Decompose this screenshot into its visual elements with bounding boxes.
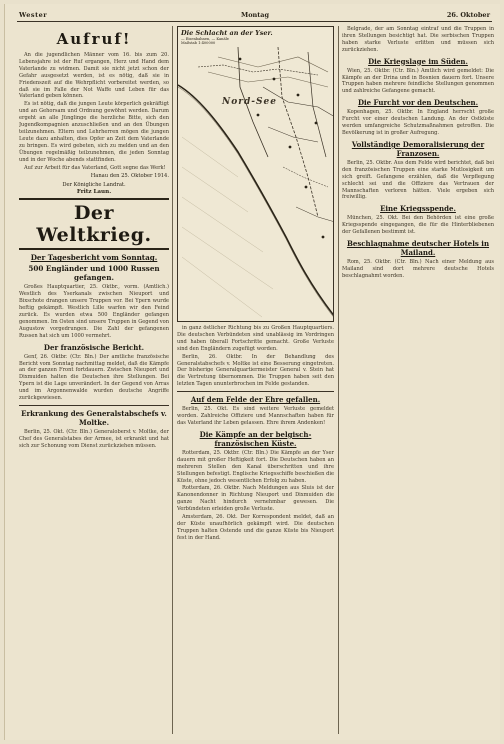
signature-name: Fritz Laun. xyxy=(76,189,112,196)
aufruf-closing: Auf zur Arbeit für das Vaterland, Gott segne das Werk! xyxy=(24,164,166,171)
column-right xyxy=(342,26,494,734)
aufruf-body: Es ist nötig, daß die jungen Leute körperlich gekräftigt und an Gehorsam und Ordnung gewöhnt werden. Darum ergeht an alle Jünglinge die herzliche Bitte, sich den Jugendkompagnien anzuschließen und an den Übungen teilzunehmen. Eltern und Lehrherren mögen die jungen Leute dazu anhalten, dies Opfer an Zeit dem Vaterlande zu bringen. Es wird gebeten, sich zu melden und an den Übungen regelmäßig teilzunehmen, die jeden Sonntag und in der Woche abends stattfinden. xyxy=(19,101,169,163)
divider xyxy=(177,391,334,392)
demoralisierung-heading: Vollständige Demoralisierung der Franzosen. xyxy=(351,139,485,158)
header-rule xyxy=(17,21,492,22)
col2-text-6: Amsterdam, 26. Okt. Der Korrespondent meldet, daß an der Küste unaufhörlich gekämpft wird. Die deutschen Truppen halten Ostende und die ganze Küste bis Nieuport fest in der Hand. xyxy=(177,514,334,541)
col2-text-2: Berlin, 26. Oktbr. In der Behandlung des Generalstabschefs v. Moltke ist eine Besserung eingetreten. Der bisherige Generalquartiermeister General v. Stein hat die Vertretung übernommen. Die Truppen haben seit den letzten Tagen ununterbrochen im Felde gestanden. xyxy=(177,353,334,388)
weltkrieg-headline: Der Weltkrieg. xyxy=(19,198,169,250)
col2-text-5: Rotterdam, 26. Oktbr. Nach Meldungen aus Sluis ist der Kanonendonner in Richtung Nieuport und Dixmuiden die ganze Nacht hindurch vernehmbar gewesen. Die Verbündeten erleiden große Verluste. xyxy=(177,485,334,513)
newspaper-page xyxy=(4,4,500,740)
gefallen-heading: Auf dem Felde der Ehre gefallen. xyxy=(190,395,321,405)
col3-text-5: München, 25. Okt. Bei den Behörden ist eine große Kriegsspende eingegangen, die für die Hinterbliebenen der Gefallenen bestimmt ist. xyxy=(342,215,494,236)
aufruf-intro: An die jugendlichen Männer vom 16. bis zum 20. Lebensjahre ist der Ruf ergangen, Herz und Hand dem Vaterlande zu widmen. Damit sie nicht jetzt schon der Gefahr ausgesetzt werden, ist es nötig, daß sie in Friedenszeit auf die Wehrpflicht vorbereitet werden, so daß sie im Falle der Not Waffe und Leben für das Vaterland geben können. xyxy=(19,52,169,100)
divider xyxy=(19,405,169,406)
report-title: Der Tagesbericht vom Sonntag. xyxy=(30,253,158,263)
signature-org: Der Königliche Landrat. xyxy=(62,182,126,189)
moltke-text: Berlin, 25. Okt. (Ctr. Bln.) Generaloberst v. Moltke, der Chef des Generalstabes der Armee, ist erkrankt und hat sich zur Schonung vom Dienst zurückziehen müssen. xyxy=(19,429,169,449)
kriegsspende-heading: Eine Kriegsspende. xyxy=(380,204,456,214)
header-day: Montag xyxy=(241,11,270,19)
map-sea-label: Nord-See xyxy=(222,97,277,107)
french-report-text: Genf, 26. Oktbr. (Ctr. Bln.) Der amtliche französische Bericht vom Sonntag nachmittag meldet, daß die Kämpfe an der ganzen Front fortdauern. Zwischen Nieuport und Dixmuiden halten die Deutschen ihre Stellungen. Bei Ypern ist die Lage unverändert. In der Gegend von Arras und im Argonnenwalde wurden deutsche Angriffe zurückgewiesen. xyxy=(19,353,169,402)
col2-text-4: Rotterdam, 25. Oktbr. (Ctr. Bln.) Die Kämpfe an der Yser dauern mit großer Heftigkeit fort. Die Deutschen haben an mehreren Stellen den Kanal überschritten und ihre Stellungen befestigt. Englische Kriegsschiffe beschießen die Küste, ohne jedoch wesentlichen Erfolg zu haben. xyxy=(177,449,334,484)
hotels-heading: Beschlagnahme deutscher Hotels in Mailand. xyxy=(346,239,490,258)
col3-text-6: Rom, 25. Oktbr. (Ctr. Bln.) Nach einer Meldung aus Mailand sind dort mehrere deutsche Hotels beschlagnahmt worden. xyxy=(342,259,494,279)
col2-text-3: Berlin, 25. Okt. Es sind weitere Verluste gemeldet worden. Zahlreiche Offiziere und Mannschaften haben für das Vaterland ihr Leben gelassen. Ehre ihrem Andenken! xyxy=(177,406,334,426)
report-subtitle: 500 Engländer und 1000 Russen gefangen. xyxy=(28,264,160,283)
col3-text-2: Wien, 25. Oktbr. (Ctr. Bln.) Amtlich wird gemeldet: Die Kämpfe an der Drina und in Bosnien dauern fort. Unsere Truppen haben mehrere feindliche Stellungen genommen und zahlreiche Gefangene gemacht. xyxy=(342,67,494,95)
battle-map xyxy=(177,26,334,322)
header-left: Wester xyxy=(19,11,48,19)
kuste-heading: Die Kämpfe an der belgisch-französischen Küste. xyxy=(199,429,312,448)
col2-text-1: in ganz östlicher Richtung bis zu Großen Hauptquartiers. Die deutschen Verbündeten sind unablässig im Vordringen und haben überall Fortschritte gemacht. Große Verluste sind den Engländern zugefügt worden. xyxy=(177,325,334,352)
map-legend: — Eisenbahnen, — Kanäle Maßstab 1:400000 xyxy=(181,37,229,45)
col3-text-4: Berlin, 25. Oktbr. Aus dem Felde wird berichtet, daß bei den französischen Truppen eine starke Mutlosigkeit um sich greift. Gefangene erzählen, daß die Verpflegung schlecht sei und die Offiziere das Vertrauen der Mannschaften verloren hätten. Viele ergeben sich freiwillig. xyxy=(342,159,494,201)
column-divider xyxy=(172,26,173,734)
aufruf-text xyxy=(19,52,169,171)
place-date: Hanau den 25. Oktober 1914. xyxy=(90,173,169,180)
header-date: 26. Oktober xyxy=(446,11,490,19)
french-report-heading: Der französische Bericht. xyxy=(43,342,145,352)
col3-text-1: Belgrade, der am Sonntag eintraf und die Truppen in ihren Stellungen besichtigt hat. Die serbischen Truppen haben starke Verluste erlitten und müssen sich zurückziehen. xyxy=(342,26,494,53)
suden-heading: Die Kriegslage im Süden. xyxy=(368,56,468,66)
map-drawing xyxy=(178,27,334,322)
col3-text-3: Kopenhagen, 25. Oktbr. In England herrscht große Furcht vor einer deutschen Landung. An der Ostküste werden umfangreiche Schutzmaßnahmen getroffen. Die Bevölkerung ist in großer Aufregung. xyxy=(342,109,494,136)
map-title: Die Schlacht an der Yser. xyxy=(181,29,273,37)
column-divider xyxy=(338,26,339,734)
moltke-heading: Erkrankung des Generalstabschefs v. Moltke. xyxy=(21,409,167,427)
column-middle xyxy=(177,26,334,734)
report-text: Großes Hauptquartier, 25. Oktbr., vorm. (Amtlich.) Westlich des Yserkanals zwischen Nieuport und Bixschote drangen unsere Truppen vor. Bei Ypern wurde heftig gekämpft. Westlich Lille warfen wir den Feind zurück. Es wurden etwa 500 Engländer gefangen genommen. Im Osten sind unsere Truppen in Gegend von Augustow vorgedrungen. Die Zahl der gefangenen Russen hat sich um 1000 vermehrt. xyxy=(19,284,169,339)
furcht-heading: Die Furcht vor den Deutschen. xyxy=(357,98,479,108)
page-header xyxy=(19,11,490,21)
column-left xyxy=(19,26,169,734)
aufruf-headline: Aufruf! xyxy=(56,30,132,48)
